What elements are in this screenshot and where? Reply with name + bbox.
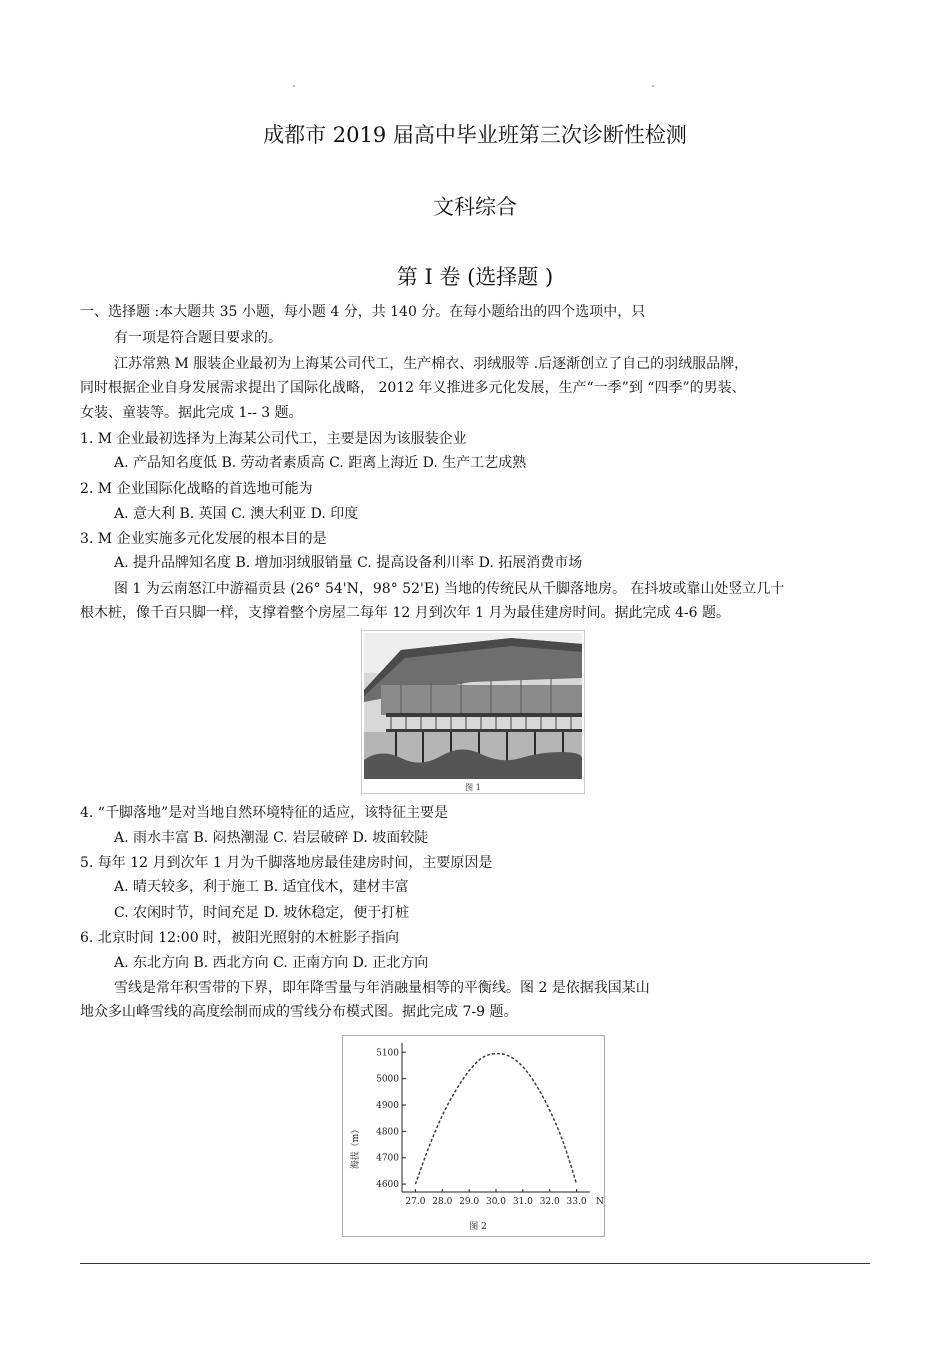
passage1-line2: 同时根据企业自身发展需求提出了国际化战略， 2012 年义推进多元化发展，生产“一季”到 “四季”的男装、 <box>80 380 746 396</box>
passage3-line2: 地众多山峰雪线的高度绘制而成的雪线分布模式图。据此完成 7-9 题。 <box>80 1004 518 1020</box>
question-3-options: A. 提升品牌知名度 B. 增加羽绒服销量 C. 提高设备利川率 D. 拓展消费市场 <box>114 555 583 571</box>
figure-1-caption: 图 1 <box>465 783 481 792</box>
y-tick-label: 4700 <box>376 1153 399 1164</box>
x-tick-label: 29.0 <box>459 1197 480 1207</box>
x-tick-label: 31.0 <box>512 1197 533 1207</box>
passage2-line1: 图 1 为云南怒江中游福贡县 (26° 54'N，98° 52'E) 当地的传统民从千脚落地房。 在抖坡或靠山处竖立几十 <box>114 581 785 597</box>
question-4-stem: 4. “千脚落地”是对当地自然环境特征的适应，该特征主要是 <box>80 805 449 821</box>
figure-1-house-photo <box>361 630 585 794</box>
question-2-stem: 2. M 企业国际化战略的首选地可能为 <box>80 481 313 497</box>
passage3-line1: 雪线是常年积雪带的下界，即年降雪量与年消融量相等的平衡线。图 2 是依据我国某山 <box>114 980 650 996</box>
question-1-options: A. 产品知名度低 B. 劳动者素质高 C. 距离上海近 D. 生产工艺成熟 <box>114 455 527 471</box>
subject-title: 文科综合 <box>433 195 517 219</box>
page-divider <box>80 1263 870 1264</box>
section-instructions-line2: 有一项是符合题目要求的。 <box>114 330 282 346</box>
x-tick-label: 28.0 <box>432 1197 453 1207</box>
figure-2-snowline-chart <box>342 1035 605 1237</box>
question-6-options: A. 东北方向 B. 西北方向 C. 正南方向 D. 正北方向 <box>114 955 429 971</box>
question-2-options: A. 意大利 B. 英国 C. 澳大利亚 D. 印度 <box>114 506 359 522</box>
scan-speck <box>293 85 295 87</box>
figure-2-caption: 图 2 <box>469 1222 487 1232</box>
x-tick-label: 32.0 <box>539 1197 560 1207</box>
question-5-stem: 5. 每年 12 月到次年 1 月为千脚落地房最佳建房时间，主要原因是 <box>80 855 493 871</box>
passage2-line2: 根木桩，像千百只脚一样，支撑着整个房屋二每年 12 月到次年 1 月为最佳建房时间。据此完成 4-6 题。 <box>80 605 730 621</box>
question-3-stem: 3. M 企业实施多元化发展的根本目的是 <box>80 531 327 547</box>
question-1-stem: 1. M 企业最初选择为上海某公司代工，主要是因为该服装企业 <box>80 431 467 447</box>
x-axis-unit-label: N <box>596 1197 604 1207</box>
volume-title: 第 I 卷 (选择题 ) <box>396 265 554 289</box>
y-axis-label: 海拔（m） <box>351 1124 361 1170</box>
passage1-line1: 江苏常熟 M 服装企业最初为上海某公司代工，生产棉衣、羽绒服等 .后逐渐创立了自己的羽绒服品牌， <box>114 356 749 372</box>
section-instructions-line1: 一、选择题 :本大题共 35 小题，每小题 4 分，共 140 分。在每小题给出的四个选项中，只 <box>80 304 646 320</box>
y-tick-label: 5000 <box>376 1074 399 1085</box>
y-tick-label: 4900 <box>376 1101 399 1111</box>
x-tick-label: 27.0 <box>405 1197 426 1207</box>
document-title: 成都市 2019 届高中毕业班第三次诊断性检测 <box>263 123 687 147</box>
y-tick-label: 4800 <box>376 1127 399 1138</box>
question-5-options-ab: A. 晴天较多，利于施工 B. 适宜伐木，建材丰富 <box>114 879 409 895</box>
question-6-stem: 6. 北京时间 12:00 时，被阳光照射的木桩影子指向 <box>80 930 400 946</box>
passage1-line3: 女装、童装等。据此完成 1-- 3 题。 <box>80 405 303 421</box>
x-tick-label: 30.0 <box>485 1197 507 1207</box>
question-4-options: A. 雨水丰富 B. 闷热潮湿 C. 岩层破碎 D. 坡面较陡 <box>114 830 429 846</box>
x-tick-label: 33.0 <box>566 1197 587 1207</box>
y-tick-label: 5100 <box>376 1048 399 1059</box>
y-tick-label: 4600 <box>376 1180 399 1191</box>
scan-speck <box>652 85 654 87</box>
question-5-options-cd: C. 农闲时节，时间充足 D. 坡休稳定，便于打桩 <box>114 905 410 921</box>
